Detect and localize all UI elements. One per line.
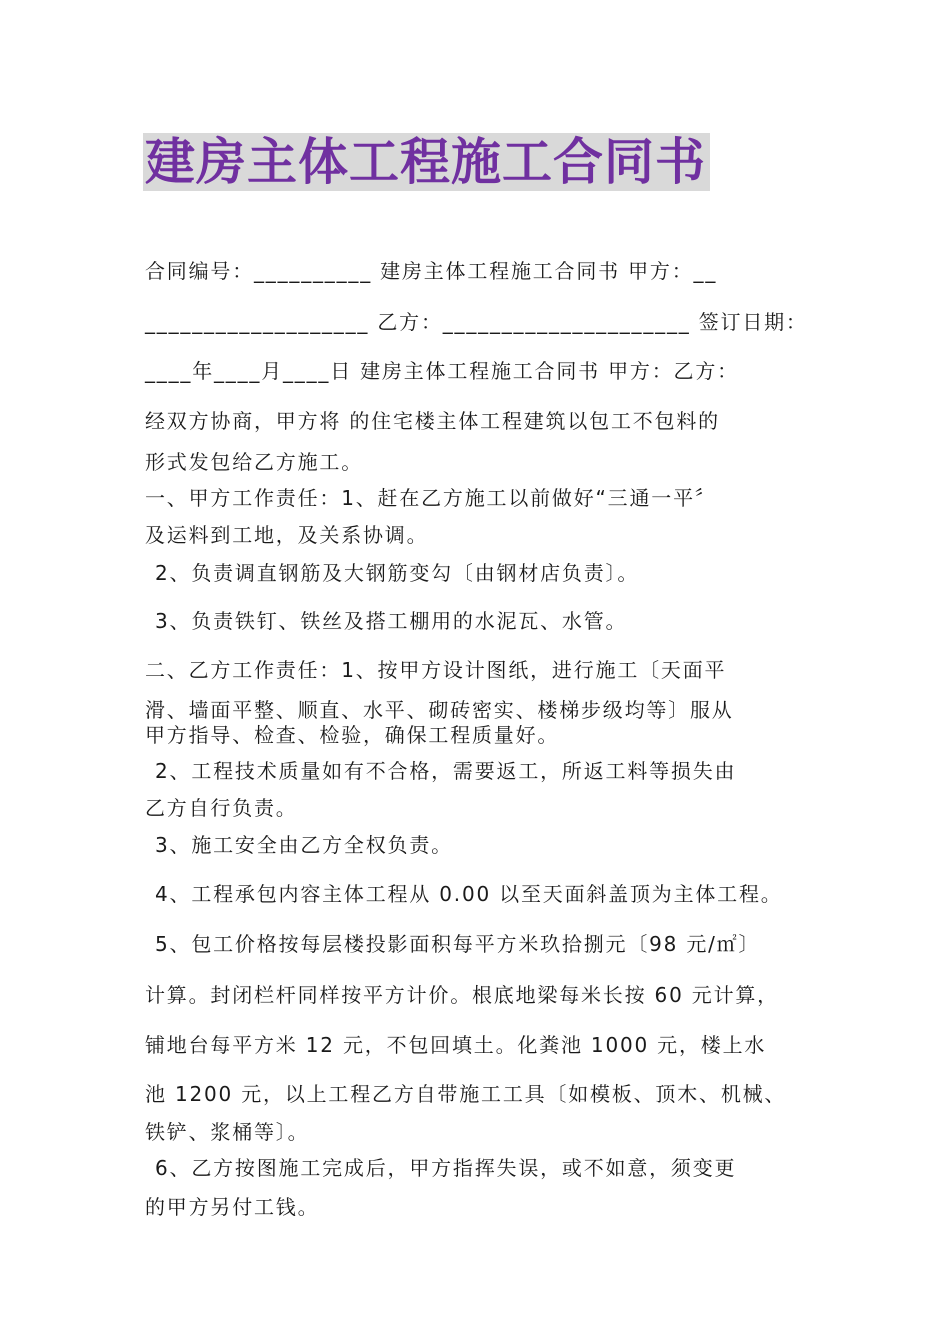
text-line: 的甲方另付工钱。 [145,1195,320,1219]
text-line: 及运料到工地，及关系协调。 [145,523,429,547]
text-line: 3、施工安全由乙方全权负责。 [155,833,453,857]
text-line: 形式发包给乙方施工。 [145,450,363,474]
text-line: 计算。封闭栏杆同样按平方计价。根底地梁每米长按 60 元计算， [145,983,779,1007]
text-line: 池 1200 元，以上工程乙方自带施工工具〔如模板、顶木、机械、 [145,1082,787,1106]
text-line: 合同编号：__________ 建房主体工程施工合同书 甲方：__ [145,259,718,283]
text-line: 乙方自行负责。 [145,796,298,820]
text-line: 铺地台每平方米 12 元，不包回填土。化粪池 1000 元，楼上水 [145,1033,767,1057]
text-line: ___________________ 乙方：_____________________ 签订日期： [145,310,808,334]
text-line: 6、乙方按图施工完成后，甲方指挥失误，或不如意，须变更 [155,1156,737,1180]
document-title: 建房主体工程施工合同书 [143,133,710,191]
text-line: 二、乙方工作责任：1、按甲方设计图纸，进行施工〔天面平 [145,658,727,682]
text-line: 经双方协商，甲方将 的住宅楼主体工程建筑以包工不包料的 [145,409,720,433]
text-line: ____年____月____日 建房主体工程施工合同书 甲方：乙方： [145,359,739,383]
text-line: 2、负责调直钢筋及大钢筋变勾〔由钢材店负责〕。 [155,561,640,585]
text-line: 3、负责铁钉、铁丝及搭工棚用的水泥瓦、水管。 [155,609,628,633]
text-line: 4、工程承包内容主体工程从 0.00 以至天面斜盖顶为主体工程。 [155,882,783,906]
text-line: 一、甲方工作责任：1、赶在乙方施工以前做好“三通一平〞 [145,486,717,510]
text-line: 滑、墙面平整、顺直、水平、砌砖密实、楼梯步级均等〕服从 [145,698,734,722]
text-line: 铁铲、浆桶等〕。 [145,1120,310,1144]
text-line: 5、包工价格按每层楼投影面积每平方米玖拾捌元〔98 元/㎡〕 [155,932,761,956]
text-line: 2、工程技术质量如有不合格，需要返工，所返工料等损失由 [155,759,737,783]
text-line: 甲方指导、检查、检验，确保工程质量好。 [145,723,560,747]
